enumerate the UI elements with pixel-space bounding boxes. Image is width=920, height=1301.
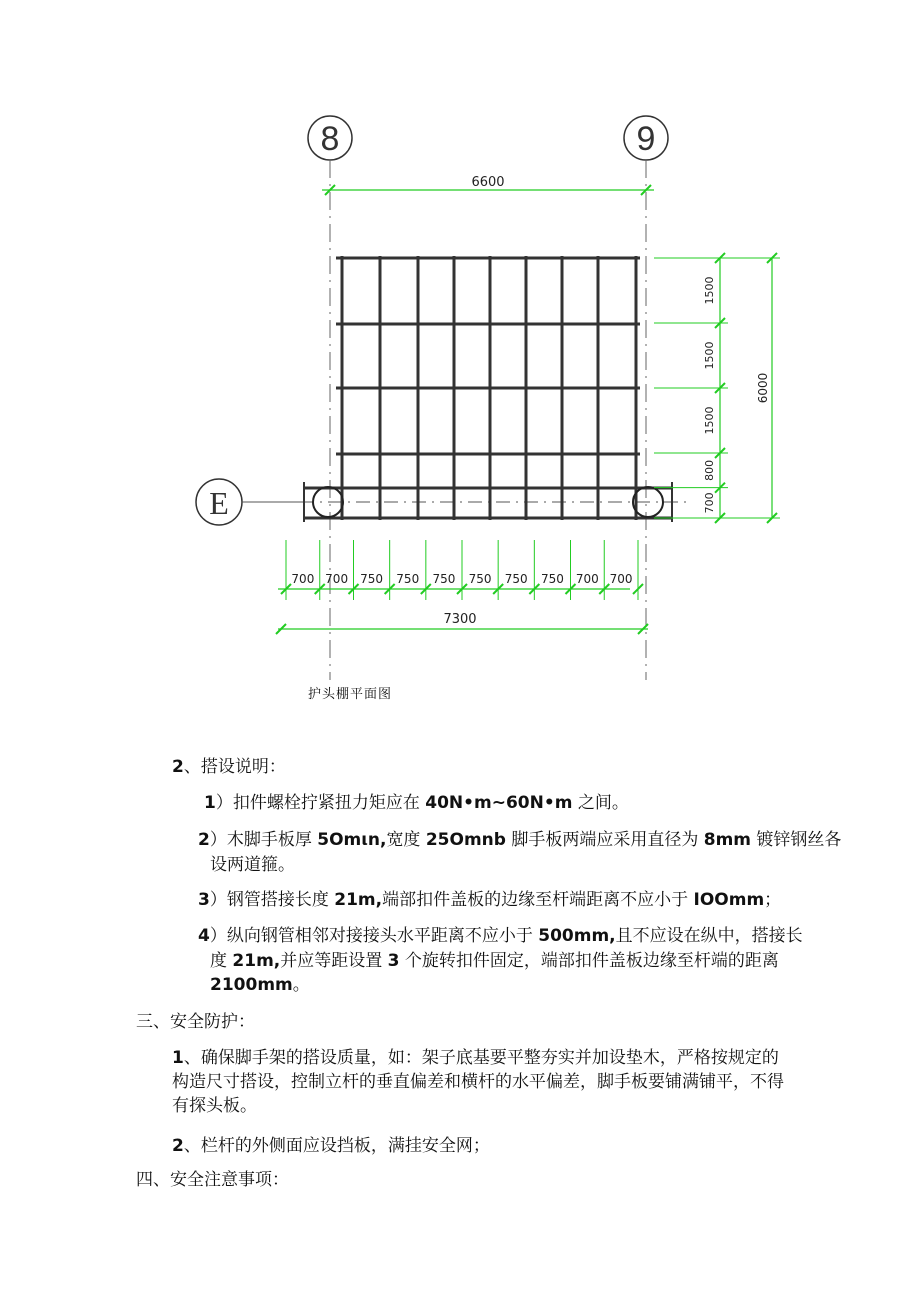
dim-label-bottom: 700 [291, 572, 315, 586]
item-value: 2100mm [210, 975, 293, 995]
dim-label-bottom: 750 [468, 572, 492, 586]
item-2-2-cont: 设两道箍。 [210, 855, 295, 875]
dim-label-bottom: 750 [432, 572, 456, 586]
svg-text:8: 8 [320, 120, 340, 158]
item-number: 3 [198, 890, 210, 910]
item-text: ）钢管搭接长度 [209, 890, 335, 910]
item-2-2 [198, 828, 841, 852]
item-value: 40N•m~60N•m [425, 793, 573, 813]
dim-label-bottom: 700 [575, 572, 599, 586]
axis-bubble-e [196, 479, 300, 525]
section-2-title: 、搭设说明： [183, 757, 286, 777]
section-3-heading: 三、安全防护： [136, 1012, 255, 1032]
svg-text:6000: 6000 [756, 372, 770, 404]
item-value: 5Omιn, [317, 830, 387, 850]
item-text: 脚手板两端应采用直径为 [505, 830, 704, 850]
item-number: 2 [198, 830, 210, 850]
item-value: 8mm [703, 830, 752, 850]
item-value: 500mm, [538, 926, 616, 946]
section-2-heading [172, 755, 286, 779]
drawing-caption: 护头棚平面图 [308, 687, 393, 702]
item-text: 宽度 [386, 830, 426, 850]
axis-bubble-8 [308, 116, 352, 160]
dim-label-bottom: 750 [360, 572, 384, 586]
item-value: 25Omnb [425, 830, 506, 850]
item-text: ）纵向钢管相邻对接接头水平距离不应小于 [209, 926, 539, 946]
scaffold-grid [304, 256, 672, 522]
item-number: 1 [172, 1048, 184, 1068]
dim-label-right: 1500 [703, 276, 716, 305]
section-4-heading: 四、安全注意事项： [136, 1170, 289, 1190]
dimension-top [322, 175, 654, 195]
item-2-4-cont2 [210, 973, 310, 997]
item-text: 镀锌钢丝各 [751, 830, 842, 850]
axis-bubble-9 [624, 116, 668, 160]
item-2-4-cont [210, 949, 779, 973]
item-text: 个旋转扣件固定，端部扣件盖板边缘至杆端的距离 [399, 951, 779, 971]
dim-label-bottom: 700 [609, 572, 633, 586]
item-text: 、栏杆的外侧面应设挡板，满挂安全网； [183, 1136, 490, 1156]
item-text: 之间。 [572, 793, 629, 813]
svg-text:6600: 6600 [471, 175, 505, 190]
dim-label-right: 1500 [703, 406, 716, 435]
item-text: 度 [210, 951, 233, 971]
item-text: 且不应设在纵中，搭接长 [615, 926, 803, 946]
item-2-1 [204, 791, 629, 815]
dim-label-bottom: 750 [396, 572, 420, 586]
item-text: ）扣件螺栓拧紧扭力矩应在 [215, 793, 426, 813]
svg-text:7300: 7300 [443, 612, 477, 627]
item-number: 2 [172, 1136, 184, 1156]
svg-text:E: E [209, 485, 229, 521]
svg-text:9: 9 [636, 120, 656, 158]
dim-label-right: 800 [703, 459, 716, 481]
item-text: ）木脚手板厚 [209, 830, 318, 850]
item-text: 、确保脚手架的搭设质量，如：架子底基要平整夯实并加设垫木，严格按规定的构造尺寸搭设，控制立杆的垂直偏差和横杆的水平偏差，脚手板要铺满铺平，不得有探头板。 [172, 1048, 784, 1116]
dimension-bottom [276, 540, 648, 634]
item-value: IOOmm [693, 890, 765, 910]
item-text: 端部扣件盖板的边缘至杆端距离不应小于 [382, 890, 694, 910]
item-value: 21m, [232, 951, 281, 971]
item-2-3 [198, 888, 781, 912]
dim-label-right: 1500 [703, 341, 716, 370]
item-text: ； [764, 890, 782, 910]
item-number: 4 [198, 926, 210, 946]
dim-label-bottom: 700 [325, 572, 349, 586]
item-3-2 [172, 1134, 490, 1158]
item-value: 3 [387, 951, 400, 971]
item-value: 21m, [334, 890, 383, 910]
item-2-4 [198, 924, 803, 948]
item-number: 1 [204, 793, 216, 813]
item-3-1 [172, 1046, 784, 1118]
item-text: 并应等距设置 [280, 951, 388, 971]
dim-label-bottom: 750 [504, 572, 528, 586]
section-2-number: 2 [172, 757, 184, 777]
dim-label-right: 700 [703, 492, 716, 514]
item-text: 。 [292, 975, 310, 995]
dim-label-bottom: 750 [540, 572, 564, 586]
